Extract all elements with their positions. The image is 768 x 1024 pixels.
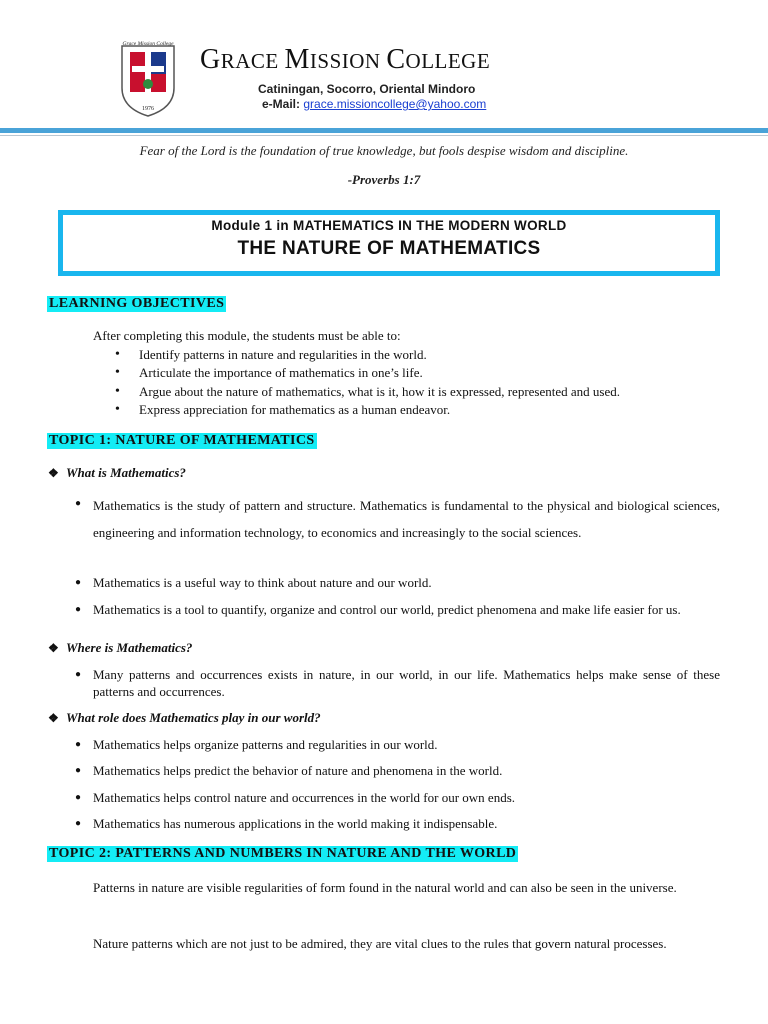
scripture-reference: -Proverbs 1:7 [347, 172, 421, 187]
objectives-intro: After completing this module, the students must be able to: [93, 328, 401, 343]
module-title: THE NATURE OF MATHEMATICS [237, 238, 541, 259]
module-subtitle: Module 1 in MATHEMATICS IN THE MODERN WORLD [211, 218, 567, 233]
diamond-bullet-icon: ❖ [48, 466, 59, 480]
section-heading-topic2: TOPIC 2: PATTERNS AND NUMBERS IN NATURE AND THE WORLD [49, 846, 517, 861]
list-item: ● Mathematics is a tool to quantify, organize and control our world, predict phenomena and make life easier for us. [75, 602, 681, 617]
paragraph: Patterns in nature are visible regularities of form found in the natural world and can also be seen in the universe. [93, 880, 677, 895]
bullet-icon: ● [75, 739, 82, 750]
paragraph: Nature patterns which are not just to be admired, they are vital clues to the rules that govern natural processes. [93, 936, 667, 951]
college-name: GRACE MISSION COLLEGE [200, 44, 491, 75]
objectives-list [115, 346, 620, 419]
list-item: ● Mathematics helps predict the behavior of nature and phenomena in the world. [75, 763, 503, 778]
list-item: • Argue about the nature of mathematics, what is it, how it is expressed, represented and used. [115, 383, 620, 401]
bullet-icon: ● [75, 765, 82, 776]
question-heading: ❖ What role does Mathematics play in our world? [48, 710, 321, 725]
list-item: ● Mathematics is the study of pattern and structure. Mathematics is fundamental to the physical and biological sciences, engineering and information technology, to economics and increasingly to the social sciences. [75, 498, 720, 540]
bullet-icon: ● [75, 577, 82, 588]
list-item: ● Mathematics is a useful way to think about nature and our world. [75, 575, 432, 590]
email-label: e-Mail: [262, 97, 301, 111]
list-item: • Identify patterns in nature and regularities in the world. [115, 346, 620, 364]
list-item: ● Many patterns and occurrences exists in nature, in our world, in our life. Mathematics helps make sense of these patterns and occurrences. [75, 667, 720, 699]
bullet-icon: ● [75, 818, 82, 829]
college-logo-seal [118, 40, 178, 118]
scripture-quote: Fear of the Lord is the foundation of true knowledge, but fools despise wisdom and discipline. [139, 143, 629, 158]
diamond-bullet-icon: ❖ [48, 641, 59, 655]
section-heading-objectives: LEARNING OBJECTIVES [49, 296, 225, 311]
diamond-bullet-icon: ❖ [48, 711, 59, 725]
header-divider-thin [0, 135, 768, 136]
bullet-icon: ● [75, 792, 82, 803]
bullet-icon: ● [75, 604, 82, 615]
list-item: ● Mathematics helps control nature and occurrences in the world for our own ends. [75, 790, 516, 805]
email-link[interactable]: grace.missioncollege@yahoo.com [303, 97, 487, 111]
svg-text:Grace Mission College: Grace Mission College [122, 41, 174, 47]
question-heading: ❖ What is Mathematics? [48, 465, 186, 480]
section-heading-topic1: TOPIC 1: NATURE OF MATHEMATICS [49, 433, 315, 448]
college-address: Catiningan, Socorro, Oriental Mindoro [258, 82, 476, 96]
question-heading: ❖ Where is Mathematics? [48, 640, 193, 655]
college-email-line [262, 97, 486, 111]
svg-text:1976: 1976 [142, 106, 154, 112]
list-item: • Express appreciation for mathematics as a human endeavor. [115, 401, 620, 419]
list-item: ● Mathematics has numerous applications in the world making it indispensable. [75, 816, 498, 831]
bullet-icon: ● [75, 498, 82, 509]
list-item: • Articulate the importance of mathematics in one’s life. [115, 364, 620, 382]
header-divider [0, 128, 768, 133]
list-item: ● Mathematics helps organize patterns and regularities in our world. [75, 737, 438, 752]
bullet-icon: ● [75, 669, 82, 680]
